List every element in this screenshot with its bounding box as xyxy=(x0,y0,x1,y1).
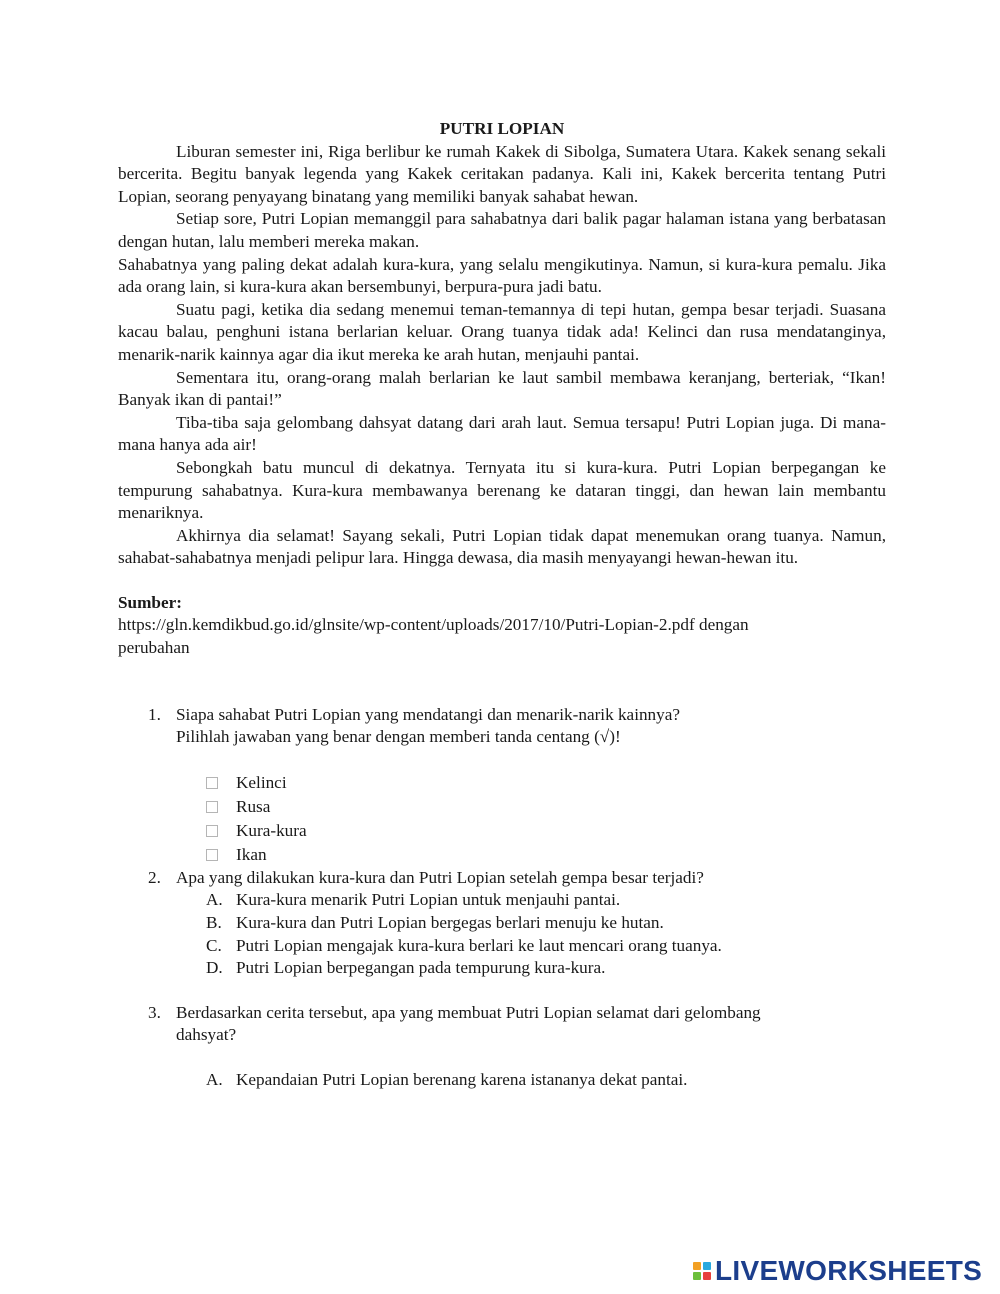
option-letter: C. xyxy=(206,935,222,955)
story-paragraph: Liburan semester ini, Riga berlibur ke rumah Kakek di Sibolga, Sumatera Utara. Kakek senang sekali bercerita. Begitu banyak legenda yang Kakek ceritakan padanya. Kali ini, Kakek bercerita tentang Putri Lopian, seorang penyayang binatang yang memiliki banyak sahabat hewan. xyxy=(118,141,886,206)
option-rusa[interactable] xyxy=(206,795,886,819)
option-text: Putri Lopian mengajak kura-kura berlari ke laut mencari orang tuanya. xyxy=(236,935,722,955)
story-paragraph: Sebongkah batu muncul di dekatnya. Ternyata itu si kura-kura. Putri Lopian berpegangan ke tempurung sahabatnya. Kura-kura membawanya berenang ke dataran tinggi, dan hewan lain membantu menariknya. xyxy=(118,457,886,523)
option-letter: A. xyxy=(206,890,223,910)
checkbox-options xyxy=(118,771,886,867)
question-number: 3. xyxy=(148,1002,161,1022)
question-3 xyxy=(118,1002,886,1047)
answer-option-c[interactable] xyxy=(118,935,886,958)
checkbox-icon[interactable] xyxy=(206,801,218,813)
option-label: Kelinci xyxy=(236,772,287,792)
story-body xyxy=(118,141,886,570)
question-number: 1. xyxy=(148,704,161,724)
answer-option-b[interactable] xyxy=(118,912,886,935)
question-text: Siapa sahabat Putri Lopian yang mendatangi dan menarik-narik kainnya? xyxy=(176,704,681,724)
option-letter: A. xyxy=(206,1070,223,1089)
option-text: Putri Lopian berpegangan pada tempurung kura-kura. xyxy=(236,958,606,978)
option-text: Kura-kura dan Putri Lopian bergegas berlari menuju ke hutan. xyxy=(236,913,664,933)
story-title: PUTRI LOPIAN xyxy=(439,119,565,138)
option-text: Kepandaian Putri Lopian berenang karena istananya dekat pantai. xyxy=(236,1070,688,1089)
answer-option-d[interactable] xyxy=(118,957,886,980)
option-text: Kura-kura menarik Putri Lopian untuk menjauhi pantai. xyxy=(236,890,621,910)
option-kura-kura[interactable] xyxy=(206,819,886,843)
checkbox-icon[interactable] xyxy=(206,849,218,861)
liveworksheets-logo-icon xyxy=(693,1262,711,1280)
source-note: perubahan xyxy=(118,638,190,658)
worksheet-page xyxy=(118,118,886,1092)
liveworksheets-logo xyxy=(693,1254,993,1288)
question-number: 2. xyxy=(148,867,161,887)
option-ikan[interactable] xyxy=(206,843,886,867)
question-2 xyxy=(118,867,886,890)
logo-text: LIVEWORKSHEETS xyxy=(715,1255,983,1286)
answer-option-a[interactable] xyxy=(118,1069,886,1092)
story-paragraph: Akhirnya dia selamat! Sayang sekali, Putri Lopian tidak dapat menemukan orang tuanya. Namun, sahabat-sahabatnya menjadi pelipur lara. Hingga dewasa, dia masih menyayangi hewan-hewan itu. xyxy=(118,525,886,568)
option-label: Ikan xyxy=(236,844,267,864)
story-paragraph: Sahabatnya yang paling dekat adalah kura-kura, yang selalu mengikutinya. Namun, si kura-kura pemalu. Jika ada orang lain, si kura-kura akan bersembunyi, berpura-pura jadi batu. xyxy=(118,254,886,297)
source-url: https://gln.kemdikbud.go.id/glnsite/wp-content/uploads/2017/10/Putri-Lopian-2.pdf dengan xyxy=(118,615,749,635)
option-label: Rusa xyxy=(236,796,271,816)
questions-section xyxy=(118,704,886,1092)
question-text: Apa yang dilakukan kura-kura dan Putri Lopian setelah gempa besar terjadi? xyxy=(176,867,704,887)
story-paragraph: Tiba-tiba saja gelombang dahsyat datang dari arah laut. Semua tersapu! Putri Lopian juga. Di mana-mana hanya ada air! xyxy=(118,412,886,455)
story-paragraph: Sementara itu, orang-orang malah berlarian ke laut sambil membawa keranjang, berteriak, “Ikan! Banyak ikan di pantai!” xyxy=(118,367,886,410)
option-kelinci[interactable] xyxy=(206,771,886,795)
answer-option-a[interactable] xyxy=(118,889,886,912)
question-1 xyxy=(118,704,886,749)
source-label: Sumber: xyxy=(118,592,182,612)
question-instruction: Pilihlah jawaban yang benar dengan memberi tanda centang (√)! xyxy=(176,727,621,747)
story-paragraph: Suatu pagi, ketika dia sedang menemui teman-temannya di tepi hutan, gempa besar terjadi. Suasana kacau balau, penghuni istana berlarian keluar. Orang tuanya tidak ada! Kelinci dan rusa mendatanginya, menarik-narik kainnya agar dia ikut mereka ke arah hutan, menjauhi pantai. xyxy=(118,299,886,364)
checkbox-icon[interactable] xyxy=(206,777,218,789)
story-paragraph: Setiap sore, Putri Lopian memanggil para sahabatnya dari balik pagar halaman istana yang berbatasan dengan hutan, lalu memberi mereka makan. xyxy=(118,209,886,251)
question-text-continued: dahsyat? xyxy=(176,1025,237,1045)
checkbox-icon[interactable] xyxy=(206,825,218,837)
option-label: Kura-kura xyxy=(236,820,307,840)
question-text: Berdasarkan cerita tersebut, apa yang membuat Putri Lopian selamat dari gelombang xyxy=(176,1002,761,1022)
option-letter: B. xyxy=(206,913,222,933)
option-letter: D. xyxy=(206,958,223,978)
